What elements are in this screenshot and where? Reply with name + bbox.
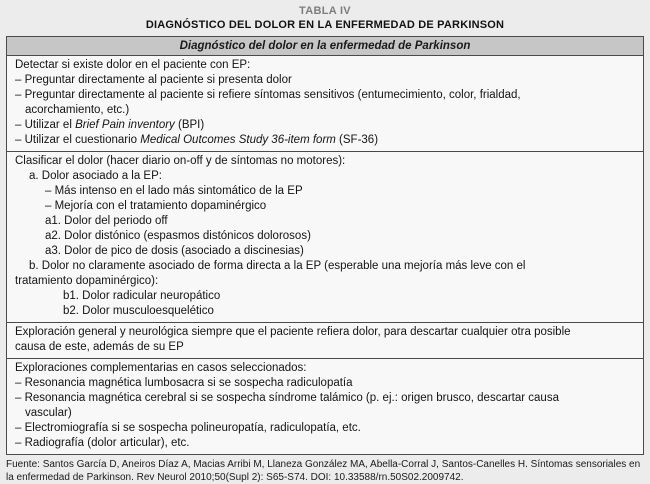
text: Clasificar el dolor (hacer diario on-off y de síntomas no motores): <box>15 155 346 167</box>
table-number: TABLA IV <box>299 5 351 17</box>
text: Exploración general y neurológica siempre que el paciente refiera dolor, para descartar cualquier otra posible <box>15 326 571 338</box>
text: a2. Dolor distónico (espasmos distónicos dolorosos) <box>45 230 311 242</box>
table-cell <box>7 323 644 359</box>
table-line <box>15 274 635 289</box>
table-body <box>7 56 644 455</box>
table-line <box>15 376 635 391</box>
table-line <box>15 259 635 274</box>
table-line <box>15 73 635 88</box>
table-header-row <box>7 37 644 56</box>
table-line <box>15 229 635 244</box>
text: a1. Dolor del periodo off <box>45 215 168 227</box>
italic-text: Medical Outcomes Study 36-item form <box>140 134 336 146</box>
diagnosis-table <box>6 36 644 455</box>
table-line <box>15 406 635 421</box>
table-row <box>7 56 644 152</box>
table-line <box>15 169 635 184</box>
table-line <box>15 421 635 436</box>
table-caption <box>6 5 644 32</box>
text: – Resonancia magnética cerebral si se sospecha síndrome talámico (p. ej.: origen brusco, descartar causa <box>15 392 559 404</box>
table-header: Diagnóstico del dolor en la enfermedad de Parkinson <box>7 37 644 56</box>
table-line <box>15 118 635 133</box>
table-line <box>15 154 635 169</box>
table-line <box>15 340 635 355</box>
text: – Preguntar directamente al paciente si presenta dolor <box>15 74 292 86</box>
text: – Resonancia magnética lumbosacra si se sospecha radiculopatía <box>15 377 353 389</box>
source-note: Fuente: Santos García D, Aneiros Díaz A, Macias Arribi M, Llaneza González MA, Abella-Corral J, Santos-Canelles H. Síntomas sensoriales en la enfermedad de Parkinson. Rev Neurol 2010;50(Supl 2): S65-S74. DOI: 10.33588/rn.50S02.2009742. <box>6 459 641 483</box>
table-line <box>15 325 635 340</box>
text: vascular) <box>25 407 72 419</box>
table-title: DIAGNÓSTICO DEL DOLOR EN LA ENFERMEDAD DE PARKINSON <box>145 19 505 31</box>
table-line <box>15 88 635 103</box>
table-cell <box>7 359 644 455</box>
text: – Utilizar el cuestionario <box>15 134 141 146</box>
table-cell <box>7 56 644 152</box>
text: tratamiento dopaminérgico): <box>15 275 159 287</box>
table-line <box>15 133 635 148</box>
text: – Más intenso en el lado más sintomático de la EP <box>45 185 303 197</box>
text: (BPI) <box>174 119 205 131</box>
text: (SF-36) <box>335 134 379 146</box>
table-line <box>15 304 635 319</box>
text: a. Dolor asociado a la EP: <box>29 170 162 182</box>
text: acorchamiento, etc.) <box>25 104 130 116</box>
table-row <box>7 152 644 323</box>
table-line <box>15 58 635 73</box>
text: – Mejoría con el tratamiento dopaminérgico <box>45 200 267 212</box>
text: b. Dolor no claramente asociado de forma directa a la EP (esperable una mejoría más leve con el <box>29 260 526 272</box>
table-row <box>7 323 644 359</box>
text: – Preguntar directamente al paciente si refiere síntomas sensitivos (entumecimiento, color, frialdad, <box>15 89 521 101</box>
table-line <box>15 103 635 118</box>
table-line <box>15 244 635 259</box>
table-line <box>15 214 635 229</box>
text: Detectar si existe dolor en el paciente con EP: <box>15 59 251 71</box>
table-cell <box>7 152 644 323</box>
table-line <box>15 184 635 199</box>
text: – Radiografía (dolor articular), etc. <box>15 437 190 449</box>
table-line <box>15 436 635 451</box>
text: causa de este, además de su EP <box>15 341 184 353</box>
table-line <box>15 361 635 376</box>
table-head <box>7 37 644 56</box>
text: – Utilizar el <box>15 119 76 131</box>
text: a3. Dolor de pico de dosis (asociado a discinesias) <box>45 245 304 257</box>
table-line <box>15 199 635 214</box>
table-row <box>7 359 644 455</box>
table-line <box>15 289 635 304</box>
text: – Electromiografía si se sospecha polineuropatía, radiculopatía, etc. <box>15 422 361 434</box>
text: b2. Dolor musculoesquelético <box>63 305 214 317</box>
document-page <box>6 5 644 484</box>
table-line <box>15 391 635 406</box>
text: Exploraciones complementarias en casos seleccionados: <box>15 362 307 374</box>
text: b1. Dolor radicular neuropático <box>63 290 221 302</box>
italic-text: Brief Pain inventory <box>75 119 175 131</box>
